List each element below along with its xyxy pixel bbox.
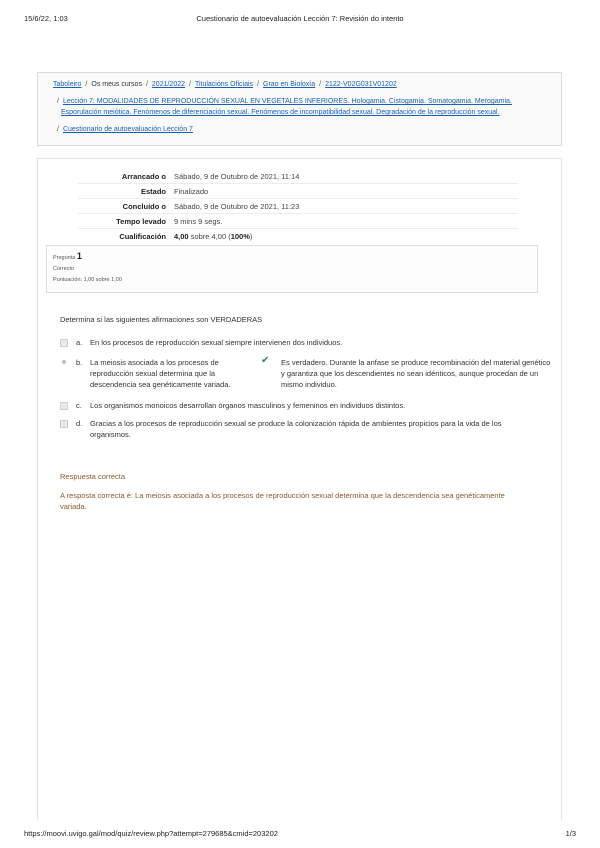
outcome-status: Respuesta correcta: [60, 472, 126, 481]
summary-label: Estado: [140, 186, 166, 196]
question-label: Pregunta: [53, 255, 76, 261]
summary-row-state: [78, 183, 518, 198]
question-outcome: [60, 471, 530, 512]
option-text: En los procesos de reproducción sexual siempre intervienen dos individuos.: [90, 338, 343, 347]
summary-value: Finalizado: [174, 186, 209, 196]
print-url: https://moovi.uvigo.gal/mod/quiz/review.php?attempt=279685&cmid=203202: [24, 829, 278, 838]
summary-label: Arrancado o: [121, 171, 166, 181]
feedback-text: Es verdadero. Durante la anfase se produce recombinación del material genético y garantiza que los descendientes no sean idénticos, aunque procedan de un mismo individuo.: [281, 358, 551, 389]
check-icon: ✔: [261, 355, 270, 366]
summary-row-started: [78, 169, 518, 183]
print-date: 15/6/22, 1:03: [24, 14, 68, 23]
selected-dot-icon[interactable]: [62, 360, 66, 364]
breadcrumb-my-courses: Os meus cursos: [91, 81, 142, 88]
option-text: La meiosis asociada a los procesos de reproducción sexual determina que la descendencia sea genéticamente variada.: [90, 358, 231, 389]
summary-row-grade: [78, 228, 518, 243]
review-content: [37, 158, 562, 820]
right-answer: A resposta correcta é: La meiosis asociada a los procesos de reproducción sexual determina que la descendencia sea genéticamente variada.: [60, 491, 505, 511]
print-page-number: 1/3: [565, 829, 576, 838]
option-text: Los organismos monoicos desarrollan órganos masculinos y femeninos en individuos distintos.: [90, 401, 406, 410]
option-letter: a.: [76, 338, 83, 347]
checkbox-icon[interactable]: [60, 420, 68, 428]
question-state: Correcto: [53, 266, 75, 272]
option-b-feedback: [261, 357, 551, 390]
checkbox-icon[interactable]: [60, 339, 68, 347]
answer-option-c[interactable]: [60, 400, 500, 411]
summary-label: Tempo levado: [116, 216, 166, 226]
question-number: 1: [76, 251, 82, 261]
breadcrumb-course[interactable]: 2122-V02G031V01202: [325, 81, 397, 88]
question-mark: Puntuación: 1,00 sobre 1,00: [53, 277, 122, 283]
summary-row-completed: [78, 198, 518, 213]
breadcrumb-lesson[interactable]: Lección 7: MODALIDADES DE REPRODUCCIÓN SEXUAL EN VEGETALES INFERIORES. Hologamia. Cistogamia. Somatogamia. Merogamia. Esporulación meiótica. Fenómenos de diferenciación sexual. Fenómenos de incompatibilidad sexual. Degradación de la reproducción sexual.: [61, 98, 512, 116]
summary-label: Concluído o: [122, 201, 166, 211]
question-text: Determina si las siguientes afirmaciones son VERDADERAS: [60, 315, 263, 324]
option-letter: d.: [76, 419, 83, 428]
breadcrumb-quiz[interactable]: Cuestionario de autoevaluación Lección 7: [62, 126, 193, 133]
summary-value: Sábado, 9 de Outubro de 2021, 11:23: [174, 201, 300, 211]
summary-label: Cualificación: [119, 231, 166, 241]
option-text: Gracias a los procesos de reproducción sexual se produce la colonización rápida de ambientes propicios para la vida de los organismos.: [90, 419, 502, 439]
answer-option-b[interactable]: [60, 357, 250, 390]
breadcrumb-degree[interactable]: Grao en Bioloxía: [263, 81, 316, 88]
attempt-summary-table: [78, 169, 518, 243]
grade-mid: sobre 4,00 (: [188, 231, 231, 241]
summary-row-time-taken: [78, 213, 518, 228]
summary-value: [174, 232, 252, 241]
breadcrumb-year[interactable]: 2021/2022: [151, 81, 185, 88]
summary-value: 9 mins 9 segs.: [174, 216, 223, 226]
option-letter: c.: [76, 401, 82, 410]
answer-option-a[interactable]: [60, 337, 500, 348]
answer-option-d[interactable]: [60, 418, 530, 440]
grade-percent: 100%: [230, 231, 250, 241]
grade-value: 4,00: [174, 231, 189, 241]
breadcrumb-official-degrees[interactable]: Titulacións Oficiais: [194, 81, 254, 88]
option-letter: b.: [76, 358, 83, 367]
summary-value: Sábado, 9 de Outubro de 2021, 11:14: [174, 171, 300, 181]
grade-end: ): [249, 231, 253, 241]
checkbox-icon[interactable]: [60, 402, 68, 410]
question-info-box: [46, 245, 538, 293]
print-title: Cuestionario de autoevaluación Lección 7: Revisión do intento: [196, 14, 404, 23]
breadcrumb-dashboard[interactable]: Taboleiro: [53, 81, 82, 88]
breadcrumb: Taboleiro / Os meus cursos / 2021/2022 / Titulacións Oficiais / Grao en Bioloxía / 2122-V02G031V01202 / Lección 7: MODALIDADES DE REPRODUCCIÓN SEXUAL EN VEGETALES INFERIORES. Hologamia. Cistogamia. Somatogamia. Merogamia. Esporulación meiótica. Fenómenos de diferenciación sexual. Fenómenos de incompatibilidad sexual. Degradación de la reproducción sexual. / Cuestionario de autoevaluación Lección 7: [37, 72, 562, 146]
